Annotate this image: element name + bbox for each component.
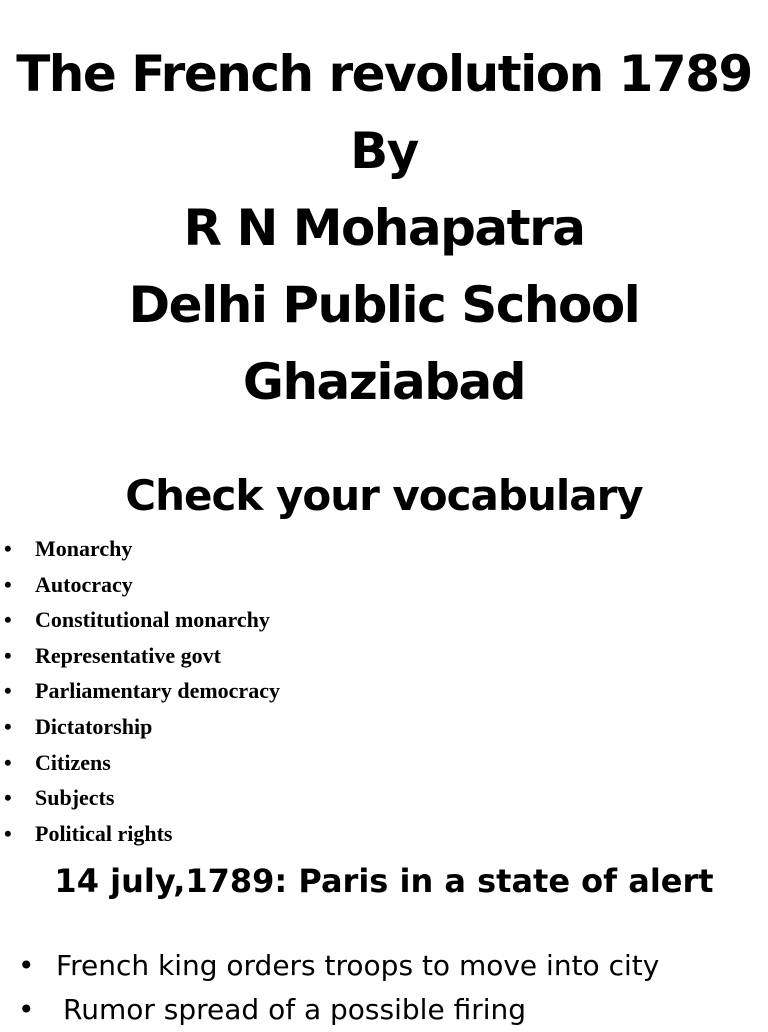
list-item (0, 638, 280, 674)
vocab-term: Political rights (35, 820, 173, 846)
list-item (0, 988, 659, 1032)
list-item (0, 780, 280, 816)
title-line-1: The French revolution 1789 (16, 45, 752, 103)
vocab-term: Dictatorship (35, 713, 153, 739)
title-line-5: Ghaziabad (242, 353, 526, 411)
list-item (0, 944, 659, 988)
list-item (0, 816, 280, 852)
bullet-icon: • (4, 642, 12, 668)
bullet-icon: • (4, 536, 12, 561)
vocab-term: Monarchy (35, 536, 133, 561)
bullet-icon: • (4, 713, 12, 739)
section-point: Rumor spread of a possible firing (63, 993, 527, 1026)
bullet-icon: • (4, 749, 12, 775)
vocab-term: Parliamentary democracy (35, 678, 280, 704)
section-heading: 14 july,1789: Paris in a state of alert (54, 862, 714, 900)
bullet-icon: • (4, 571, 12, 597)
vocab-term: Subjects (35, 785, 115, 811)
bullet-icon: • (4, 678, 12, 704)
title-line-4: Delhi Public School (128, 276, 640, 334)
bullet-icon: • (4, 785, 12, 811)
slide-title (0, 36, 768, 421)
list-item (0, 745, 280, 781)
list-item (0, 673, 280, 709)
list-item (0, 709, 280, 745)
title-line-2: By (350, 122, 418, 180)
bullet-icon: • (4, 820, 12, 846)
vocab-term: Autocracy (35, 571, 133, 597)
list-item (0, 567, 280, 603)
bullet-icon: • (4, 607, 12, 633)
title-line-3: R N Mohapatra (183, 199, 585, 257)
vocabulary-heading: Check your vocabulary (125, 471, 643, 520)
list-item (0, 531, 280, 567)
section-points-list (0, 944, 659, 1032)
bullet-icon: • (18, 993, 35, 1026)
list-item (0, 602, 280, 638)
vocab-term: Representative govt (35, 642, 221, 668)
vocab-term: Constitutional monarchy (35, 607, 270, 633)
vocab-term: Citizens (35, 749, 111, 775)
section-point: French king orders troops to move into city (56, 949, 660, 982)
vocabulary-list (0, 531, 280, 851)
bullet-icon: • (18, 949, 35, 982)
